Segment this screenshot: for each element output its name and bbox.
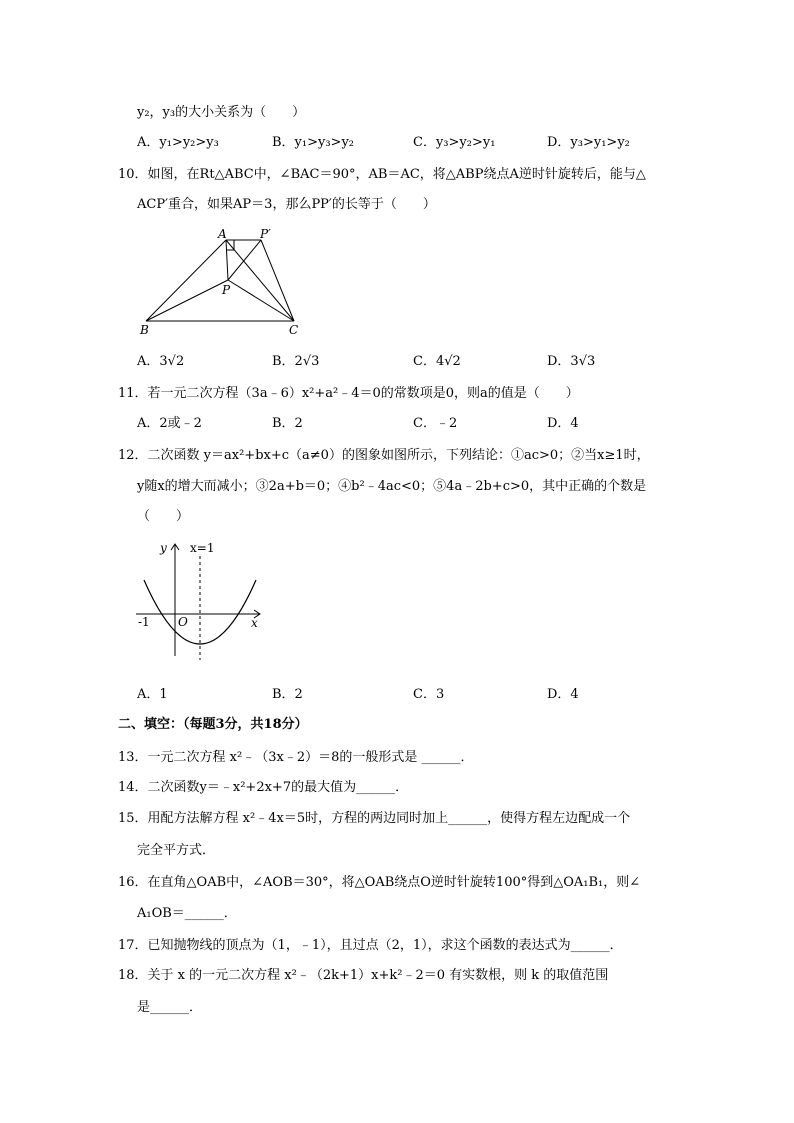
q12-stem-line1: 12．二次函数 y＝ax²+bx+c（a≠0）的图象如图所示，下列结论：①ac>0；②当x≥1时， bbox=[118, 448, 650, 463]
label-b: B bbox=[140, 323, 149, 337]
q10-option-a: A．3√2 bbox=[137, 354, 185, 369]
q18-stem-line1: 18．关于 x 的一元二次方程 x²﹣（2k+1）x+k²﹣2＝0 有实数根，则 k 的取值范围 bbox=[118, 968, 609, 983]
segment-pc bbox=[228, 280, 294, 321]
q12-parabola-figure bbox=[132, 538, 267, 663]
q13-stem: 13．一元二次方程 x²﹣（3x﹣2）＝8的一般形式是 ______． bbox=[118, 750, 474, 765]
q9-tail: y₂，y₃的大小关系为（ ） bbox=[137, 105, 306, 120]
label-y: y bbox=[160, 541, 167, 555]
q10-triangle-figure bbox=[136, 228, 316, 338]
segment-ac bbox=[226, 240, 294, 321]
q17-stem: 17．已知抛物线的顶点为（1，﹣1），且过点（2，1），求这个函数的表达式为______． bbox=[118, 938, 623, 953]
segment-pb bbox=[146, 280, 228, 321]
segment-ab bbox=[146, 240, 226, 321]
section-fill-in-title: 二、填空：（每题3分，共18分） bbox=[118, 717, 308, 732]
label-x: x bbox=[251, 616, 258, 630]
q12-option-c: C．3 bbox=[413, 687, 445, 702]
q15-stem-line2: 完全平方式． bbox=[137, 843, 216, 858]
q11-option-a: A．2或﹣2 bbox=[137, 416, 202, 431]
q12-option-d: D．4 bbox=[547, 687, 579, 702]
q16-stem-line1: 16．在直角△OAB中，∠AOB＝30°，将△OAB绕点O逆时针旋转100°得到△OA₁B₁，则∠ bbox=[118, 875, 641, 890]
label-neg1: -1 bbox=[138, 615, 150, 629]
q9-option-c: C．y₃>y₂>y₁ bbox=[413, 135, 496, 150]
q11-stem: 11．若一元二次方程（3a﹣6）x²+a²﹣4＝0的常数项是0，则a的值是（ ） bbox=[118, 386, 579, 401]
label-origin: O bbox=[178, 615, 188, 629]
q10-option-d: D．3√3 bbox=[547, 354, 596, 369]
q9-option-b: B．y₁>y₃>y₂ bbox=[272, 135, 355, 150]
q10-option-b: B．2√3 bbox=[272, 354, 320, 369]
label-symmetry-axis: x=1 bbox=[190, 541, 215, 555]
q12-stem-line2: y随x的增大而减小；③2a+b＝0；④b²﹣4ac<0；⑤4a﹣2b+c>0，其中正确的个数是 bbox=[137, 479, 647, 494]
q9-option-a: A．y₁>y₂>y₃ bbox=[137, 135, 219, 150]
label-c: C bbox=[289, 323, 299, 337]
q12-option-a: A．1 bbox=[137, 687, 168, 702]
label-p: P bbox=[222, 283, 231, 297]
q18-stem-line2: 是______． bbox=[137, 1000, 203, 1015]
q11-option-c: C．﹣2 bbox=[413, 416, 458, 431]
q12-option-b: B．2 bbox=[272, 687, 303, 702]
segment-p-prime-c bbox=[261, 240, 294, 321]
label-p-prime: P′ bbox=[260, 228, 271, 241]
segment-ap bbox=[226, 240, 228, 280]
q11-option-d: D．4 bbox=[547, 416, 579, 431]
q11-option-b: B．2 bbox=[272, 416, 303, 431]
q10-option-c: C．4√2 bbox=[413, 354, 461, 369]
q12-stem-line3: （ ） bbox=[137, 509, 190, 524]
q14-stem: 14．二次函数y＝﹣x²+2x+7的最大值为______． bbox=[118, 780, 409, 795]
q10-stem-line1: 10．如图，在Rt△ABC中，∠BAC＝90°，AB＝AC，将△ABP绕点A逆时针旋转后，能与△ bbox=[118, 167, 646, 182]
q10-stem-line2: ACP′重合，如果AP＝3，那么PP′的长等于（ ） bbox=[137, 197, 436, 212]
label-a: A bbox=[218, 228, 227, 241]
q15-stem-line1: 15．用配方法解方程 x²﹣4x＝5时，方程的两边同时加上______，使得方程左边配成一个 bbox=[118, 811, 631, 826]
segment-pp-prime bbox=[228, 240, 261, 280]
q16-stem-line2: A₁OB＝______． bbox=[137, 906, 237, 921]
q9-option-d: D．y₃>y₁>y₂ bbox=[547, 135, 630, 150]
